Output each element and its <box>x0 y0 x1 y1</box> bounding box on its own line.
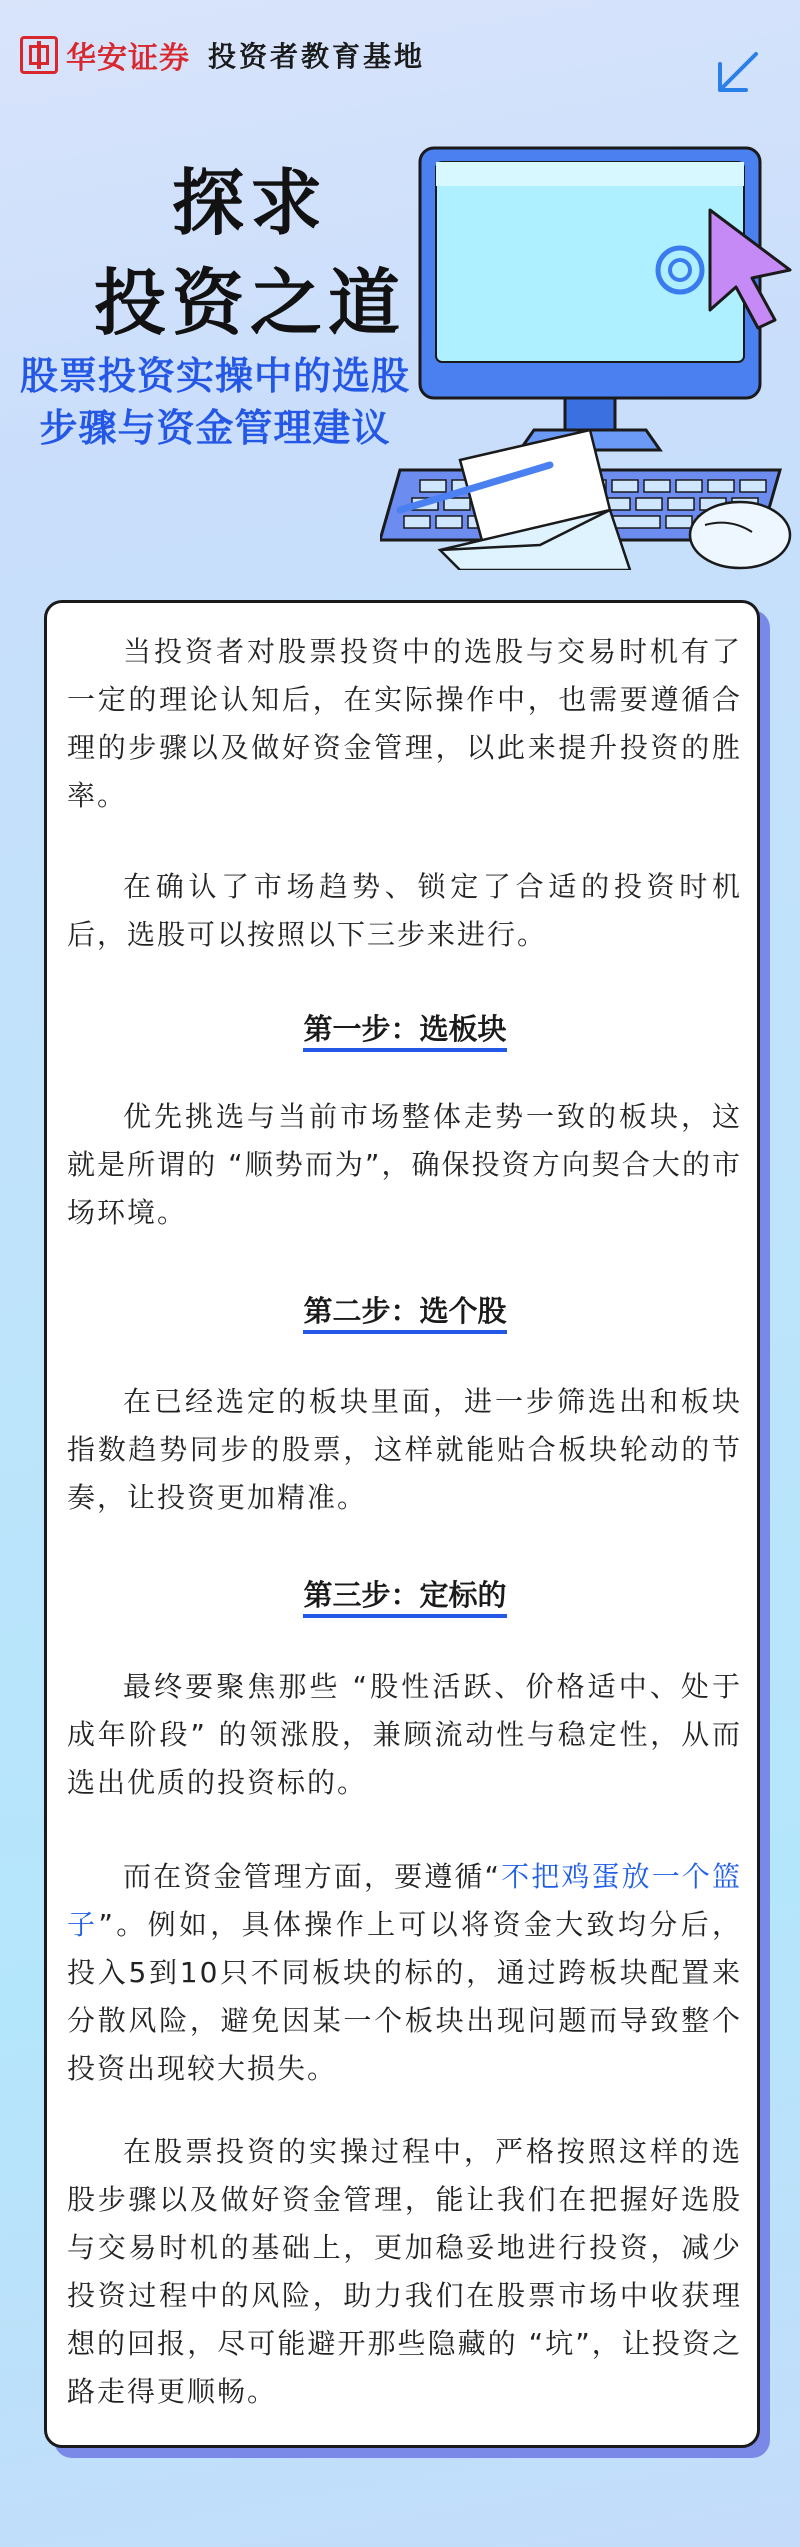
hero-subtitle <box>0 350 430 454</box>
article-card <box>44 600 760 2448</box>
step3-heading <box>47 1573 763 1617</box>
article-paragraph-steps-intro: 在确认了市场趋势、锁定了合适的投资时机后，选股可以按照以下三步来进行。 <box>67 870 742 951</box>
brand-header <box>20 30 425 80</box>
fund-text-before: 而在资金管理方面，要遵循“ <box>123 1860 501 1893</box>
arrow-down-left-icon <box>712 48 762 98</box>
brand-name: 华安证券 <box>66 41 190 76</box>
brand-subtitle: 投资者教育基地 <box>208 40 426 73</box>
step1-label: 第一步：选板块 <box>303 1012 506 1052</box>
hero-title-line2: 投资之道 <box>93 261 406 345</box>
step3-label: 第三步：定标的 <box>303 1578 506 1618</box>
step2-label: 第二步：选个股 <box>303 1294 506 1334</box>
huaan-logo-icon <box>20 36 58 74</box>
fund-text-after: ”。例如，具体操作上可以将资金大致均分后，投入5到10只不同板块的标的，通过跨板块配置来分散风险，避免因某一个板块出现问题而导致整个投资出现较大损失。 <box>67 1908 742 2085</box>
hero-title-line1: 探求 <box>171 161 328 245</box>
step2-heading <box>47 1289 763 1333</box>
computer-illustration <box>380 130 800 570</box>
hero-subtitle-line1: 股票投资实操中的选股 <box>19 354 410 398</box>
article-paragraph-fund-management <box>67 1853 742 2093</box>
fund-highlight-text: 不把鸡蛋放一个篮子 <box>67 1860 742 1941</box>
article-paragraph-step1: 优先挑选与当前市场整体走势一致的板块，这就是所谓的 “顺势而为”，确保投资方向契合大的市场环境。 <box>67 1100 742 1229</box>
article-paragraph-intro: 当投资者对股票投资中的选股与交易时机有了一定的理论认知后，在实际操作中，也需要遵循合理的步骤以及做好资金管理，以此来提升投资的胜率。 <box>67 635 742 812</box>
article-paragraph-step2: 在已经选定的板块里面，进一步筛选出和板块指数趋势同步的股票，这样就能贴合板块轮动的节奏，让投资更加精准。 <box>67 1385 742 1514</box>
hero-subtitle-line2: 步骤与资金管理建议 <box>39 406 391 450</box>
mouse-icon <box>690 502 790 568</box>
article-paragraph-conclusion: 在股票投资的实操过程中，严格按照这样的选股步骤以及做好资金管理，能让我们在把握好选股与交易时机的基础上，更加稳妥地进行投资，减少投资过程中的风险，助力我们在股票市场中收获理想的回报，尽可能避开那些隐藏的 “坑”，让投资之路走得更顺畅。 <box>67 2135 742 2408</box>
step1-heading <box>47 1007 763 1051</box>
article-paragraph-step3: 最终要聚焦那些 “股性活跃、价格适中、处于成年阶段” 的领涨股，兼顾流动性与稳定性，从而选出优质的投资标的。 <box>67 1670 742 1799</box>
